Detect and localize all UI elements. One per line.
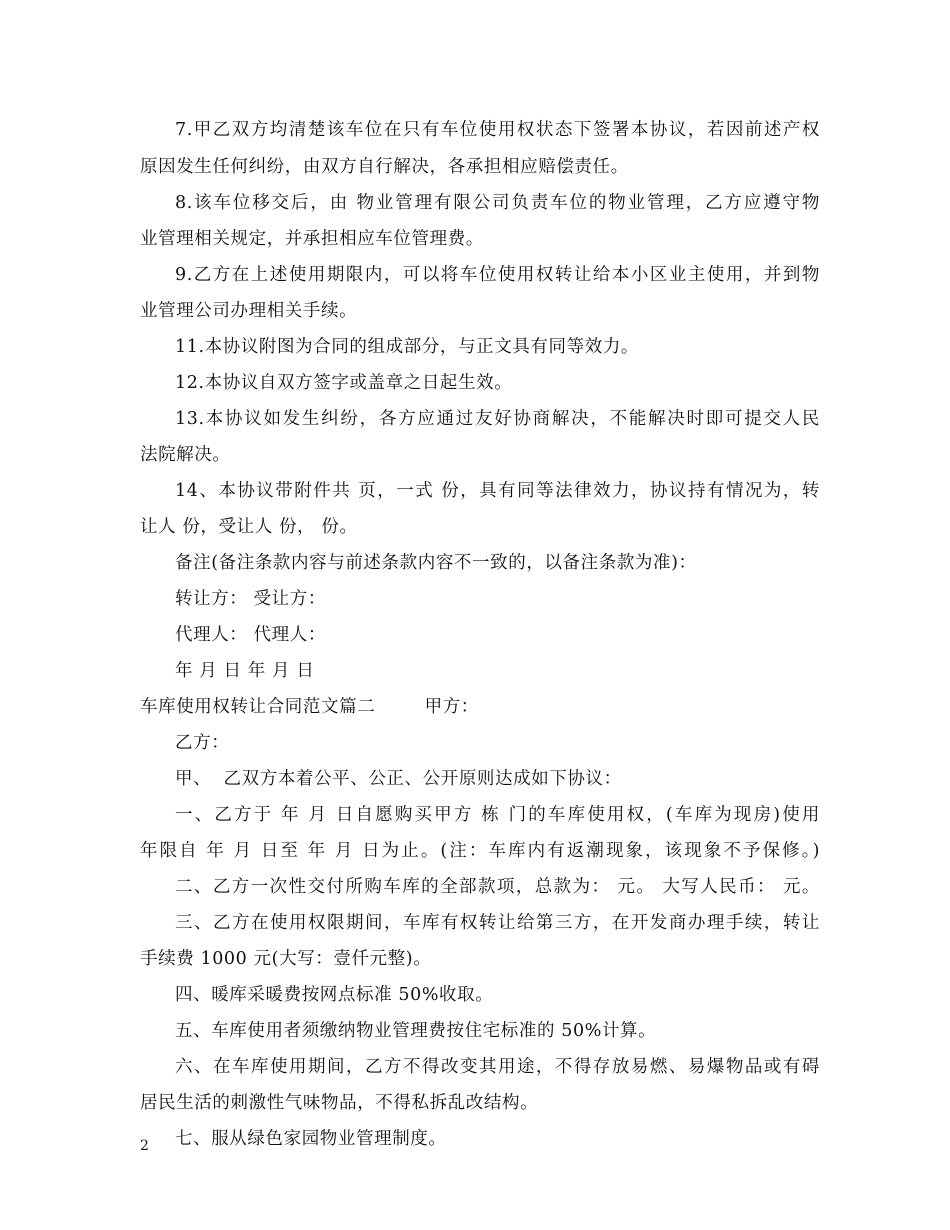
paragraph-line: 7.甲乙双方均清楚该车位在只有车位使用权状态下签署本协议，若因前述产权 <box>175 120 820 140</box>
paragraph-line: 四、暖库采暖费按网点标准 50%收取。 <box>175 985 494 1005</box>
paragraph-line: 12.本协议自双方签字或盖章之日起生效。 <box>175 373 513 393</box>
paragraph-line: 二、乙方一次性交付所购车库的全部款项，总款为： 元。 大写人民币： 元。 <box>175 877 820 897</box>
page-number: 2 <box>140 1138 149 1154</box>
paragraph-line: 法院解决。 <box>140 445 231 465</box>
remarks-line: 备注(备注条款内容与前述条款内容不一致的，以备注条款为准)： <box>175 553 697 573</box>
paragraph-line: 年限自 年 月 日至 年 月 日为止。(注：车库内有返潮现象，该现象不予保修。) <box>140 841 820 861</box>
paragraph-line: 三、乙方在使用权限期间，车库有权转让给第三方，在开发商办理手续，转让 <box>175 913 820 933</box>
paragraph-line: 8.该车位移交后，由 物业管理有限公司负责车位的物业管理，乙方应遵守物 <box>175 193 820 213</box>
paragraph-line: 手续费 1000 元(大写：壹仟元整)。 <box>140 949 432 969</box>
paragraph-line: 甲、 乙双方本着公平、公正、公开原则达成如下协议： <box>175 769 622 789</box>
paragraph-line: 业管理相关规定，并承担相应车位管理费。 <box>140 229 484 249</box>
paragraph-line: 七、服从绿色家园物业管理制度。 <box>175 1129 447 1149</box>
paragraph-line: 让人 份，受让人 份， 份。 <box>140 517 358 537</box>
paragraph-line: 业管理公司办理相关手续。 <box>140 301 358 321</box>
signature-agents-line: 代理人： 代理人： <box>175 625 326 645</box>
signature-date-line: 年 月 日 年 月 日 <box>175 661 315 681</box>
section-heading: 车库使用权转让合同范文篇二 甲方： <box>140 697 479 717</box>
paragraph-line: 11.本协议附图为合同的组成部分，与正文具有同等效力。 <box>175 337 640 357</box>
paragraph-line: 一、乙方于 年 月 日自愿购买甲方 栋 门的车库使用权，(车库为现房)使用 <box>175 805 820 825</box>
paragraph-line: 六、在车库使用期间，乙方不得改变其用途，不得存放易燃、易爆物品或有碍 <box>175 1057 820 1077</box>
paragraph-line: 居民生活的刺激性气味物品，不得私拆乱改结构。 <box>140 1093 539 1113</box>
paragraph-line: 乙方： <box>175 733 230 753</box>
paragraph-line: 13.本协议如发生纠纷，各方应通过友好协商解决，不能解决时即可提交人民 <box>175 409 820 429</box>
paragraph-line: 9.乙方在上述使用期限内，可以将车位使用权转让给本小区业主使用，并到物 <box>175 265 820 285</box>
paragraph-line: 五、车库使用者须缴纳物业管理费按住宅标准的 50%计算。 <box>175 1021 657 1041</box>
paragraph-line: 14、本协议带附件共 页，一式 份，具有同等法律效力，协议持有情况为，转 <box>175 481 820 501</box>
paragraph-line: 原因发生任何纠纷，由双方自行解决，各承担相应赔偿责任。 <box>140 157 629 177</box>
signature-parties-line: 转让方： 受让方： <box>175 589 326 609</box>
